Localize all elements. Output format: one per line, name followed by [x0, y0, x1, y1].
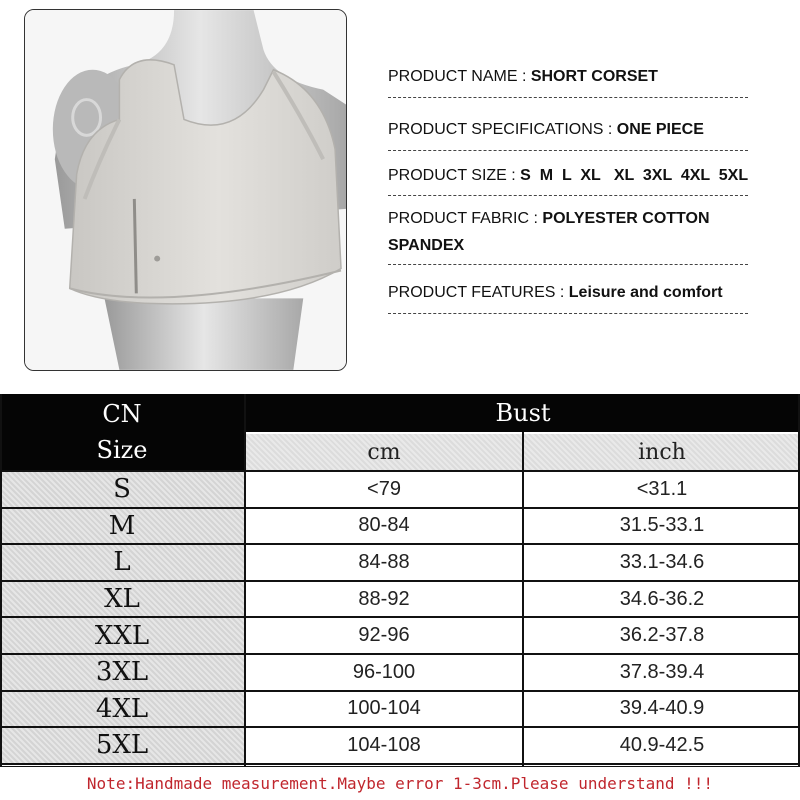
size-cell: 4XL — [0, 692, 244, 727]
table-grid-line — [0, 690, 800, 692]
divider — [388, 97, 748, 98]
size-cell: 5XL — [0, 728, 244, 763]
bust-inch-cell: 40.9-42.5 — [524, 728, 800, 763]
product-fabric-value-line1: POLYESTER COTTON — [542, 210, 710, 227]
table-grid-line — [0, 507, 800, 509]
table-grid-line — [0, 763, 800, 765]
header-cn-size-line1: CN — [102, 400, 142, 428]
product-photo — [24, 9, 347, 371]
table-grid-line — [244, 394, 246, 766]
bust-cm-cell: 84-88 — [246, 545, 522, 580]
bust-inch-cell: 33.1-34.6 — [524, 545, 800, 580]
bust-inch-cell: 34.6-36.2 — [524, 582, 800, 617]
product-fabric-row — [388, 205, 788, 232]
table-grid-line — [0, 394, 2, 766]
divider — [388, 150, 748, 151]
header-cn-size — [0, 394, 244, 470]
product-features-row — [388, 279, 788, 306]
bust-inch-cell: 31.5-33.1 — [524, 509, 800, 544]
bust-cm-cell: <79 — [246, 472, 522, 507]
table-grid-line — [0, 470, 800, 472]
bust-cm-cell: 92-96 — [246, 618, 522, 653]
table-grid-line — [0, 726, 800, 728]
divider — [388, 264, 748, 265]
table-grid-line — [0, 580, 800, 582]
product-fabric-label: PRODUCT FABRIC : — [388, 210, 543, 227]
bust-cm-cell: 88-92 — [246, 582, 522, 617]
header-inch: inch — [524, 434, 800, 470]
product-features-value: Leisure and comfort — [568, 284, 723, 301]
header-cn-size-line2: Size — [96, 436, 148, 464]
product-spec-value: ONE PIECE — [616, 121, 704, 138]
product-features-label: PRODUCT FEATURES : — [388, 284, 569, 301]
size-table — [0, 394, 800, 766]
bust-inch-cell: <31.1 — [524, 472, 800, 507]
product-fabric-value-line2: SPANDEX — [388, 237, 465, 254]
product-spec-label: PRODUCT SPECIFICATIONS : — [388, 121, 617, 138]
size-cell: XXL — [0, 618, 244, 653]
table-grid-line — [0, 543, 800, 545]
measurement-note: Note:Handmade measurement.Maybe error 1-3cm.Please understand !!! — [0, 766, 800, 800]
size-cell: 3XL — [0, 655, 244, 690]
divider — [388, 313, 748, 314]
bust-cm-cell: 100-104 — [246, 692, 522, 727]
size-cell: L — [0, 545, 244, 580]
bust-cm-cell: 104-108 — [246, 728, 522, 763]
product-name-label: PRODUCT NAME : — [388, 68, 531, 85]
product-name-value: SHORT CORSET — [530, 68, 658, 85]
bust-cm-cell: 80-84 — [246, 509, 522, 544]
divider — [388, 195, 748, 196]
corset-mannequin-image — [25, 10, 346, 370]
bust-inch-cell: 37.8-39.4 — [524, 655, 800, 690]
bust-inch-cell: 36.2-37.8 — [524, 618, 800, 653]
size-cell: XL — [0, 582, 244, 617]
product-size-value: S M L XL XL 3XL 4XL 5XL — [520, 167, 749, 184]
product-name-row — [388, 63, 788, 90]
header-bust: Bust — [246, 394, 800, 432]
table-grid-line — [0, 653, 800, 655]
product-size-row — [388, 162, 788, 189]
bust-cm-cell: 96-100 — [246, 655, 522, 690]
header-cm: cm — [246, 434, 522, 470]
product-size-label: PRODUCT SIZE : — [388, 167, 521, 184]
product-fabric-row-cont — [388, 232, 788, 259]
size-cell: M — [0, 509, 244, 544]
table-grid-line — [0, 616, 800, 618]
product-spec-row — [388, 116, 788, 143]
size-cell: S — [0, 472, 244, 507]
bust-inch-cell: 39.4-40.9 — [524, 692, 800, 727]
table-grid-line — [522, 432, 524, 766]
